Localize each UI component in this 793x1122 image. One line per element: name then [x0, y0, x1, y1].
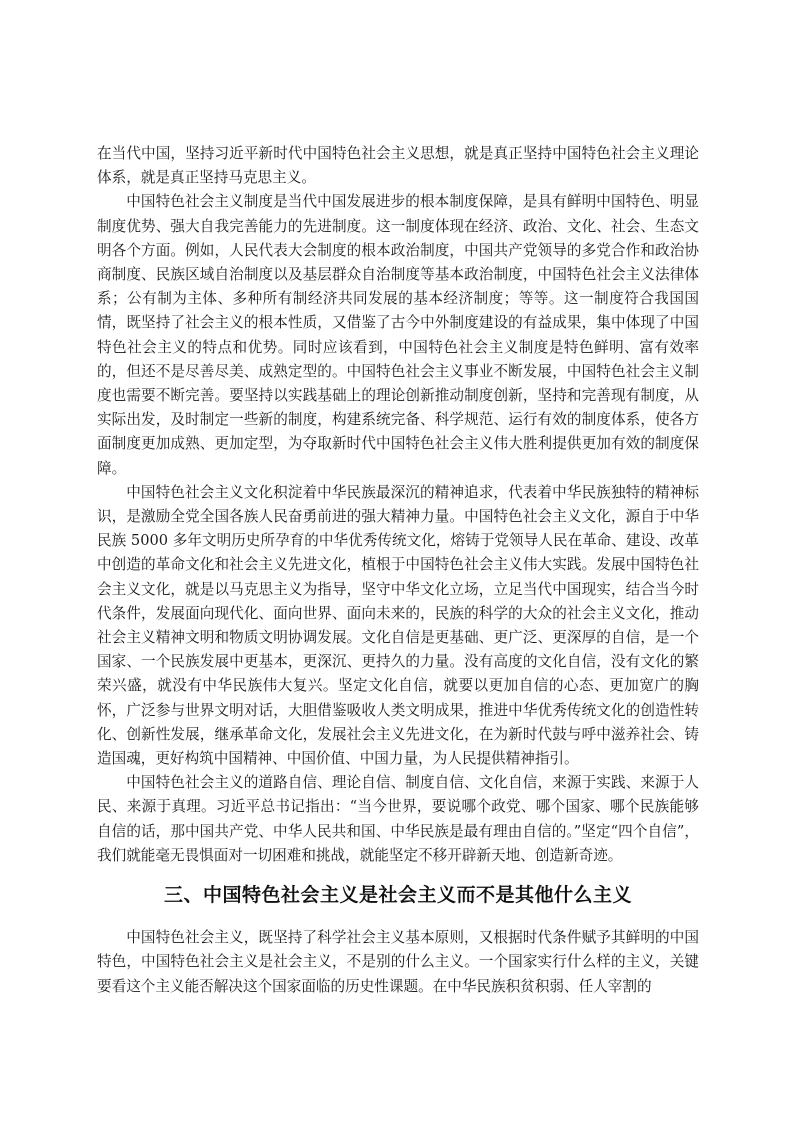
body-paragraph: 中国特色社会主义制度是当代中国发展进步的根本制度保障，是具有鲜明中国特色、明显制度优势、强大自我完善能力的先进制度。这一制度体现在经济、政治、文化、社会、生态文明各个方面。例如，人民代表大会制度的根本政治制度，中国共产党领导的多党合作和政治协商制度、民族区域自治制度以及基层群众自治制度等基本政治制度，中国特色社会主义法律体系；公有制为主体、多种所有制经济共同发展的基本经济制度；等等。这一制度符合我国国情，既坚持了社会主义的根本性质，又借鉴了古今中外制度建设的有益成果，集中体现了中国特色社会主义的特点和优势。同时应该看到，中国特色社会主义制度是特色鲜明、富有效率的，但还不是尽善尽美、成熟定型的。中国特色社会主义事业不断发展，中国特色社会主义制度也需要不断完善。要坚持以实践基础上的理论创新推动制度创新，坚持和完善现有制度，从实际出发，及时制定一些新的制度，构建系统完备、科学规范、运行有效的制度体系，使各方面制度更加成熟、更加定型，为夺取新时代中国特色社会主义伟大胜利提供更加有效的制度保障。 — [97, 193, 699, 477]
section-heading: 三、中国特色社会主义是社会主义而不是其他什么主义 — [163, 884, 632, 907]
document-body — [97, 142, 699, 999]
body-paragraph: 中国特色社会主义文化积淀着中华民族最深沉的精神追求，代表着中华民族独特的精神标识，是激励全党全国各族人民奋勇前进的强大精神力量。中国特色社会主义文化，源自于中华民族 5000 多年文明历史所孕育的中华优秀传统文化，熔铸于党领导人民在革命、建设、改革中创造的革命文化和社会主义先进文化，植根于中国特色社会主义伟大实践。发展中国特色社会主义文化，就是以马克思主义为指导，坚守中华文化立场，立足当代中国现实，结合当今时代条件，发展面向现代化、面向世界、面向未来的，民族的科学的大众的社会主义文化，推动社会主义精神文明和物质文明协调发展。文化自信是更基础、更广泛、更深厚的自信，是一个国家、一个民族发展中更基本，更深沉、更持久的力量。没有高度的文化自信，没有文化的繁荣兴盛，就没有中华民族伟大复兴。坚定文化自信，就要以更加自信的心态、更加宽广的胸怀，广泛参与世界文明对话，大胆借鉴吸收人类文明成果，推进中华优秀传统文化的创造性转化、创新性发展，继承革命文化，发展社会主义先进文化，在为新时代鼓与呼中滋养社会、铸造国魂，更好构筑中国精神、中国价值、中国力量，为人民提供精神指引。 — [97, 483, 699, 768]
body-paragraph: 在当代中国，坚持习近平新时代中国特色社会主义思想，就是真正坚持中国特色社会主义理论体系，就是真正坚持马克思主义。 — [97, 145, 699, 187]
body-paragraph: 中国特色社会主义，既坚持了科学社会主义基本原则，又根据时代条件赋予其鲜明的中国特色，中国特色社会主义是社会主义，不是别的什么主义。一个国家实行什么样的主义，关键要看这个主义能否解决这个国家面临的历史性课题。在中华民族积贫积弱、任人宰割的 — [97, 929, 699, 995]
body-paragraph: 中国特色社会主义的道路自信、理论自信、制度自信、文化自信，来源于实践、来源于人民、来源于真理。习近平总书记指出：“当今世界，要说哪个政党、哪个国家、哪个民族能够自信的话，那中国共产党、中华人民共和国、中华民族是最有理由自信的。”坚定“四个自信”，我们就能毫无畏惧面对一切困难和挑战，就能坚定不移开辟新天地、创造新奇迹。 — [97, 774, 699, 864]
